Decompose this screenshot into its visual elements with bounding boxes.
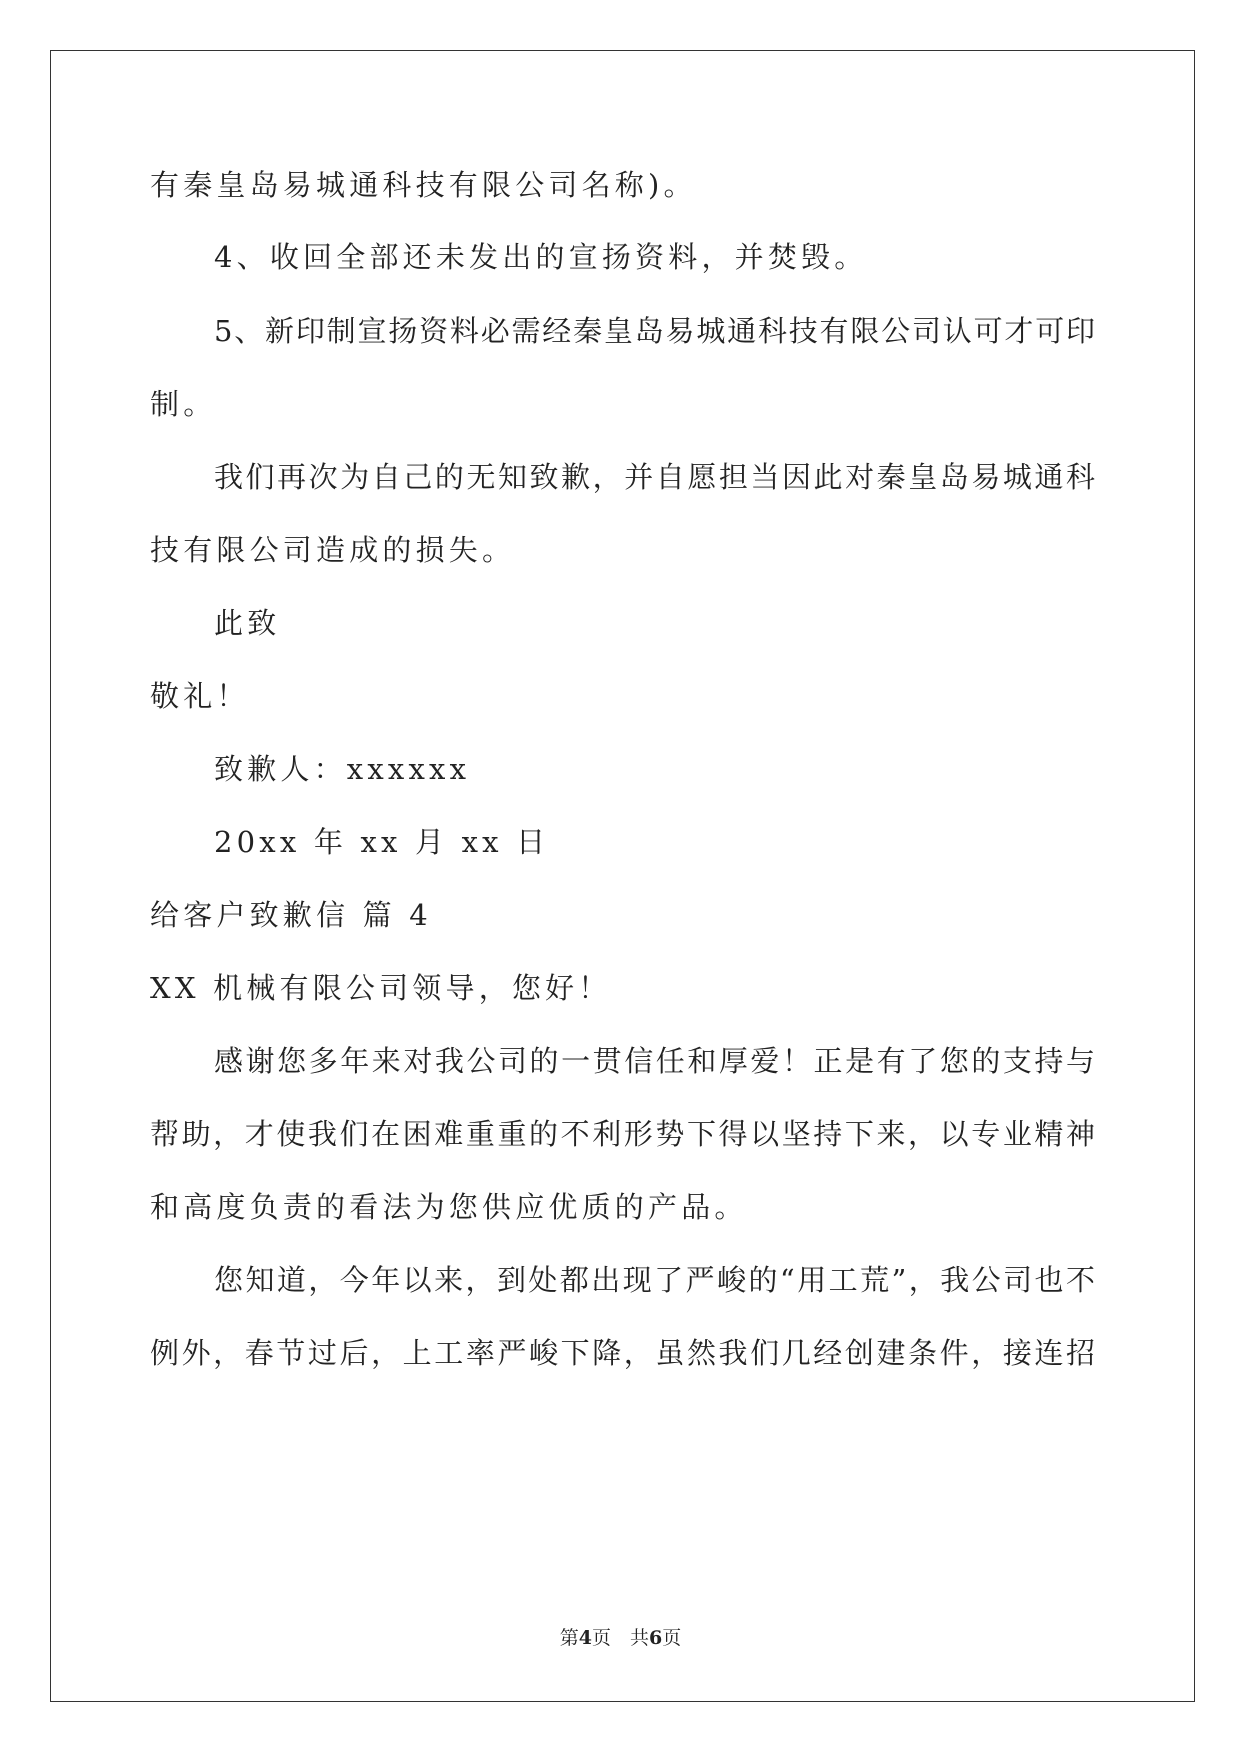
text-line: 您知道，今年以来，到处都出现了严峻的“用工荒”，我公司也不 [214,1263,1095,1297]
page-border [50,50,1195,1702]
text-line: 制。 [150,387,217,421]
section-heading: 给客户致歉信 篇 4 [150,898,432,932]
text-line: 技有限公司造成的损失。 [150,533,516,567]
page-prefix: 第 [559,1627,579,1649]
page-current: 4 [578,1627,592,1649]
text-line: 我们再次为自己的无知致歉，并自愿担当因此对秦皇岛易城通科 [214,460,1095,494]
text-line: 此致 [214,606,281,640]
text-line: 例外，春节过后，上工率严峻下降，虽然我们几经创建条件，接连招 [150,1336,1095,1370]
page-total: 6 [649,1627,663,1649]
page-suffix: 页 [662,1627,682,1649]
salutation: XX 机械有限公司领导，您好！ [150,971,612,1005]
text-line: 有秦皇岛易城通科技有限公司名称)。 [150,168,697,202]
page-mid: 页 共 [591,1627,649,1649]
text-line: 4、收回全部还未发出的宣扬资料，并焚毁。 [214,240,868,274]
date-line: 20xx 年 xx 月 xx 日 [214,825,550,859]
text-line: 和高度负责的看法为您供应优质的产品。 [150,1190,748,1224]
text-line: 感谢您多年来对我公司的一贯信任和厚爱！正是有了您的支持与 [214,1044,1095,1078]
page-number [0,1625,1241,1651]
text-line: 帮助，才使我们在困难重重的不利形势下得以坚持下来，以专业精神 [150,1117,1095,1151]
text-line: 致歉人：xxxxxx [214,752,471,786]
text-line: 5、新印制宣扬资料必需经秦皇岛易城通科技有限公司认可才可印 [214,314,1095,348]
text-line: 敬礼！ [150,679,250,713]
